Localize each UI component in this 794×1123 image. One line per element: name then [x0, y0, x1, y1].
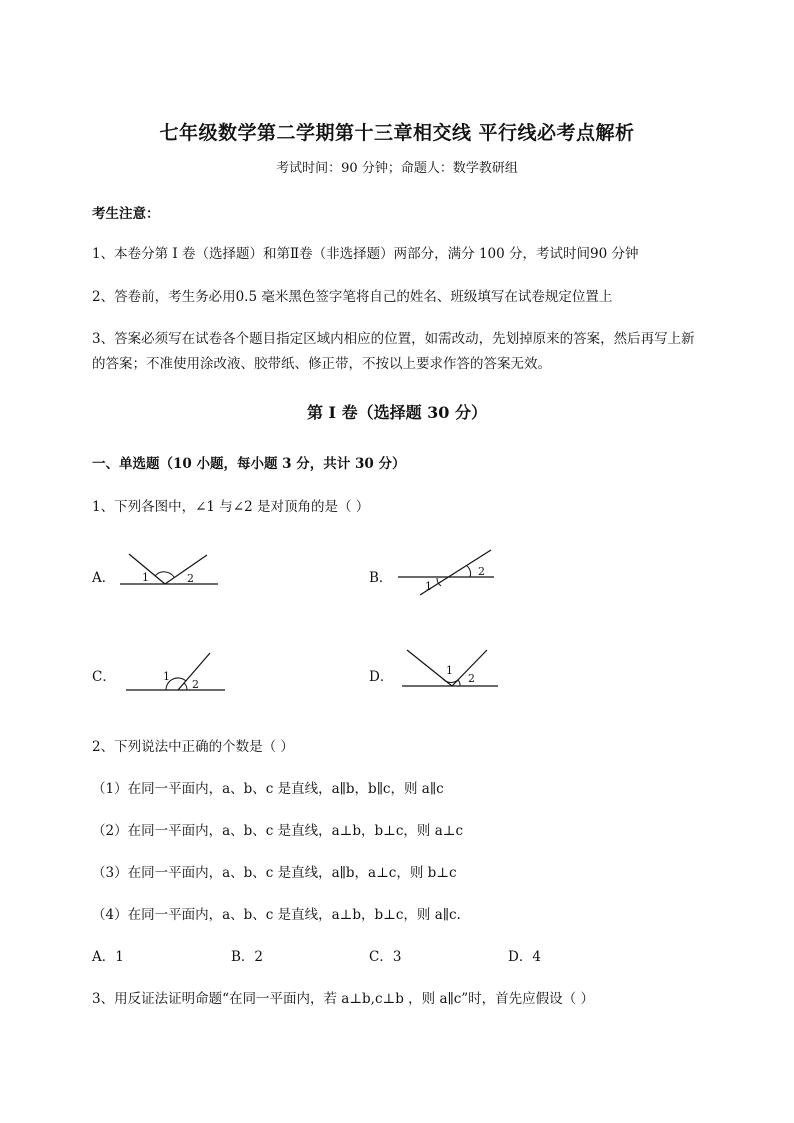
question-3-stem: 3、用反证法证明命题“在同一平面内，若 a⊥b,c⊥b ，则 a∥c”时，首先应假设（ ） — [92, 991, 594, 1007]
question-1-stem: 1、下列各图中，∠1 与∠2 是对顶角的是（ ） — [92, 499, 370, 515]
question-2-statement-1: （1）在同一平面内，a、b、c 是直线，a∥b，b∥c，则 a∥c — [92, 781, 444, 797]
option-d-letter[interactable]: D． — [369, 669, 394, 685]
option-c-letter[interactable]: C． — [92, 669, 116, 685]
question-2-choice-a[interactable]: A．1 — [92, 949, 124, 965]
question-2-choice-c[interactable]: C．3 — [369, 949, 402, 965]
option-d-figure[interactable] — [398, 645, 503, 695]
option-b-figure[interactable] — [390, 545, 500, 597]
question-2-statement-3: （3）在同一平面内，a、b、c 是直线，a∥b，a⊥c，则 b⊥c — [92, 865, 457, 881]
option-c-figure[interactable] — [120, 648, 230, 696]
section-title: 第 I 卷（选择题 30 分） — [306, 403, 488, 422]
option-b-angle-1-label: 1 — [425, 580, 432, 593]
notice-item-3-cont: 的答案；不准使用涂改液、胶带纸、修正带，不按以上要求作答的答案无效。 — [92, 356, 551, 372]
question-2-stem: 2、下列说法中正确的个数是（ ） — [92, 739, 294, 755]
option-a-angle-1-label: 1 — [142, 571, 149, 584]
option-a-letter[interactable]: A． — [92, 570, 116, 586]
exam-info: 考试时间：90 分钟；命题人：数学教研组 — [276, 161, 518, 176]
option-a-figure[interactable] — [110, 548, 225, 593]
option-a-angle-2-label: 2 — [187, 572, 194, 585]
option-c-angle-1-label: 1 — [163, 670, 170, 683]
option-b-angle-2-label: 2 — [478, 565, 485, 578]
notice-heading: 考生注意： — [92, 206, 160, 222]
notice-item-1: 1、本卷分第 I 卷（选择题）和第Ⅱ卷（非选择题）两部分，满分 100 分，考试时间90 分钟 — [92, 246, 639, 262]
page-title: 七年级数学第二学期第十三章相交线 平行线必考点解析 — [159, 122, 635, 144]
notice-item-3: 3、答案必须写在试卷各个题目指定区域内相应的位置，如需改动，先划掉原来的答案，然后再写上新 — [92, 331, 695, 347]
option-d-angle-2-label: 2 — [468, 672, 475, 685]
part-heading: 一、单选题（10 小题，每小题 3 分，共计 30 分） — [92, 456, 406, 472]
option-b-letter[interactable]: B． — [369, 570, 393, 586]
question-2-statement-2: （2）在同一平面内，a、b、c 是直线，a⊥b，b⊥c，则 a⊥c — [92, 823, 464, 839]
notice-item-2: 2、答卷前，考生务必用0.5 毫米黑色签字笔将自己的姓名、班级填写在试卷规定位置上 — [92, 289, 613, 305]
question-2-choice-d[interactable]: D．4 — [508, 949, 541, 965]
question-2-choice-b[interactable]: B．2 — [231, 949, 264, 965]
question-2-statement-4: （4）在同一平面内，a、b、c 是直线，a⊥b，b⊥c，则 a∥c. — [92, 907, 461, 923]
option-c-angle-2-label: 2 — [192, 678, 199, 691]
option-d-angle-1-label: 1 — [446, 664, 453, 677]
